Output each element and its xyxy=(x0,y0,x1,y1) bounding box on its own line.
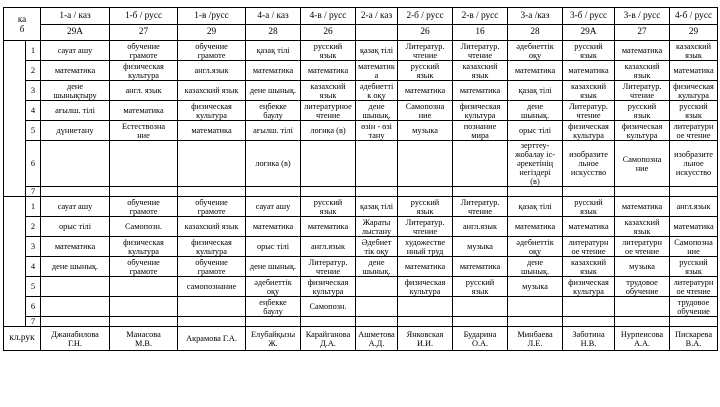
subject-cell: физическая культура xyxy=(178,101,246,121)
subject-cell: Естествозна ние xyxy=(110,121,178,141)
subject-cell: русский язык xyxy=(670,101,718,121)
room-number: 16 xyxy=(453,25,508,41)
subject-cell: трудовое обучение xyxy=(615,277,670,297)
subject-cell xyxy=(508,297,563,317)
lesson-row xyxy=(4,141,718,187)
lesson-number: 2 xyxy=(26,217,41,237)
subject-cell: физическая культура xyxy=(563,277,615,297)
subject-cell: математика xyxy=(453,257,508,277)
subject-cell: физическая культура xyxy=(301,277,356,297)
subject-cell: Әдебиет тік оқу xyxy=(356,237,398,257)
subject-cell xyxy=(110,187,178,197)
subject-cell: математика xyxy=(41,237,110,257)
header-room-row xyxy=(4,25,718,41)
subject-cell xyxy=(41,317,110,327)
subject-cell: литературн ое чтение xyxy=(563,237,615,257)
subject-cell: музыка xyxy=(615,257,670,277)
subject-cell: физическая культура xyxy=(178,237,246,257)
subject-cell: математика xyxy=(178,121,246,141)
subject-cell xyxy=(670,187,718,197)
subject-cell xyxy=(453,141,508,187)
class-header: 1-в /русс xyxy=(178,8,246,25)
subject-cell: литературн ое чтение xyxy=(670,121,718,141)
class-teacher-name: Ашметова А.Д. xyxy=(356,327,398,351)
subject-cell: қазақ тілі xyxy=(246,41,301,61)
class-header: 4-в / русс xyxy=(301,8,356,25)
subject-cell: әдебиеттік оқу xyxy=(246,277,301,297)
subject-cell: Литератур. чтение xyxy=(453,41,508,61)
class-teacher-name: Бударина О.А. xyxy=(453,327,508,351)
subject-cell: математика xyxy=(301,217,356,237)
subject-cell: математика xyxy=(398,81,453,101)
subject-cell: Самопозна ние xyxy=(615,141,670,187)
subject-cell: ағылш. тілі xyxy=(246,121,301,141)
subject-cell: русский язык xyxy=(398,197,453,217)
subject-cell: казахский язык xyxy=(615,61,670,81)
subject-cell: англ. язык xyxy=(110,81,178,101)
subject-cell: логика (в) xyxy=(301,121,356,141)
subject-cell: физическая культура xyxy=(110,61,178,81)
subject-cell: Самопозн. xyxy=(110,217,178,237)
subject-cell: казахский язык xyxy=(670,41,718,61)
room-number: 29 xyxy=(178,25,246,41)
subject-cell: орыс тілі xyxy=(41,217,110,237)
class-header: 1-б / русс xyxy=(110,8,178,25)
subject-cell: русский язык xyxy=(301,41,356,61)
subject-cell xyxy=(356,317,398,327)
subject-cell: физическая культура xyxy=(453,101,508,121)
subject-cell: математика xyxy=(301,61,356,81)
class-header: 4-а / каз xyxy=(246,8,301,25)
subject-cell: дене шынық. xyxy=(246,81,301,101)
day-label xyxy=(4,41,26,197)
subject-cell: русский язык xyxy=(670,257,718,277)
room-number: 29А xyxy=(563,25,615,41)
room-number: 28 xyxy=(246,25,301,41)
class-header: 3-в / русс xyxy=(615,8,670,25)
subject-cell: логика (в) xyxy=(246,141,301,187)
subject-cell: математика xyxy=(41,61,110,81)
subject-cell xyxy=(563,297,615,317)
subject-cell xyxy=(110,317,178,327)
lesson-number: 7 xyxy=(26,187,41,197)
subject-cell: Литератур. чтение xyxy=(615,81,670,101)
subject-cell: математика xyxy=(670,217,718,237)
subject-cell xyxy=(615,187,670,197)
lesson-row xyxy=(4,317,718,327)
class-header: 2-б / русс xyxy=(398,8,453,25)
subject-cell: англ.язык xyxy=(178,61,246,81)
subject-cell: англ.язык xyxy=(301,237,356,257)
subject-cell xyxy=(508,187,563,197)
subject-cell xyxy=(670,317,718,327)
class-header: 2-в / русс xyxy=(453,8,508,25)
subject-cell xyxy=(301,317,356,327)
lesson-row xyxy=(4,197,718,217)
subject-cell: русский язык xyxy=(615,101,670,121)
class-teacher-name: Карайганова Д.А. xyxy=(301,327,356,351)
subject-cell: қазақ тілі xyxy=(508,197,563,217)
class-header: 3-б / русс xyxy=(563,8,615,25)
room-number: 26 xyxy=(301,25,356,41)
lesson-number: 7 xyxy=(26,317,41,327)
class-header: 4-б / русс xyxy=(670,8,718,25)
subject-cell xyxy=(615,297,670,317)
subject-cell xyxy=(356,277,398,297)
subject-cell: русский язык xyxy=(453,277,508,297)
subject-cell xyxy=(615,317,670,327)
subject-cell: әдебиеттік оқу xyxy=(508,41,563,61)
subject-cell: англ.язык xyxy=(453,217,508,237)
subject-cell: русский язык xyxy=(301,197,356,217)
room-number: 26 xyxy=(398,25,453,41)
subject-cell xyxy=(301,141,356,187)
class-header: 1-а / каз xyxy=(41,8,110,25)
lesson-row xyxy=(4,121,718,141)
subject-cell: қазақ тілі xyxy=(508,81,563,101)
subject-cell: физическая культура xyxy=(110,237,178,257)
subject-cell: музыка xyxy=(398,121,453,141)
subject-cell: өзін - өзі тану xyxy=(356,121,398,141)
subject-cell xyxy=(356,297,398,317)
subject-cell xyxy=(398,317,453,327)
subject-cell: самопознание xyxy=(178,277,246,297)
subject-cell: литературн ое чтение xyxy=(615,237,670,257)
subject-cell: сауат ашу xyxy=(41,197,110,217)
subject-cell: Литератур. чтение xyxy=(301,257,356,277)
subject-cell: дене шынық. xyxy=(356,257,398,277)
lesson-row xyxy=(4,217,718,237)
subject-cell: математика xyxy=(246,217,301,237)
subject-cell: казахский язык xyxy=(178,217,246,237)
subject-cell: литературное чтение xyxy=(301,101,356,121)
lesson-number: 5 xyxy=(26,277,41,297)
subject-cell: казахский язык xyxy=(178,81,246,101)
subject-cell: әдебиеттік оқу xyxy=(508,237,563,257)
class-teacher-name: Янковская И.И. xyxy=(398,327,453,351)
lesson-number: 4 xyxy=(26,101,41,121)
subject-cell: математика xyxy=(670,61,718,81)
subject-cell xyxy=(41,277,110,297)
subject-cell: обучение грамоте xyxy=(178,41,246,61)
class-header: 2-а / каз xyxy=(356,8,398,25)
subject-cell: казахский язык xyxy=(563,81,615,101)
subject-cell: Литератур. чтение xyxy=(398,217,453,237)
lesson-row xyxy=(4,257,718,277)
subject-cell: казахский язык xyxy=(453,61,508,81)
subject-cell: обучение грамоте xyxy=(178,257,246,277)
lesson-row xyxy=(4,101,718,121)
subject-cell: еңбекке баулу xyxy=(246,297,301,317)
subject-cell xyxy=(41,297,110,317)
subject-cell: музыка xyxy=(453,237,508,257)
schedule-table xyxy=(3,7,718,351)
class-teacher-name: Заботина Н.В. xyxy=(563,327,615,351)
subject-cell: Самопозн. xyxy=(301,297,356,317)
subject-cell: дене шынық. xyxy=(356,101,398,121)
subject-cell: математика xyxy=(246,61,301,81)
subject-cell: изобразите льное искусство xyxy=(670,141,718,187)
subject-cell xyxy=(398,187,453,197)
subject-cell: әдебиетті к оқу xyxy=(356,81,398,101)
subject-cell: изобразите льное искусство xyxy=(563,141,615,187)
subject-cell: математика xyxy=(615,41,670,61)
room-number: 27 xyxy=(110,25,178,41)
subject-cell xyxy=(301,187,356,197)
room-number: 27 xyxy=(615,25,670,41)
subject-cell xyxy=(563,187,615,197)
subject-cell: математика xyxy=(110,101,178,121)
class-teacher-name: Минбаева Л.Е. xyxy=(508,327,563,351)
class-teacher-row xyxy=(4,327,718,351)
lesson-row xyxy=(4,81,718,101)
subject-cell: математика xyxy=(508,61,563,81)
subject-cell: дүниетану xyxy=(41,121,110,141)
subject-cell: еңбекке баулу xyxy=(246,101,301,121)
subject-cell xyxy=(178,141,246,187)
lesson-number: 1 xyxy=(26,41,41,61)
subject-cell: дене шынық. xyxy=(246,257,301,277)
subject-cell: музыка xyxy=(508,277,563,297)
subject-cell: математика xyxy=(453,81,508,101)
subject-cell xyxy=(356,187,398,197)
subject-cell: математика xyxy=(615,197,670,217)
subject-cell xyxy=(110,141,178,187)
subject-cell: Самопозна ние xyxy=(670,237,718,257)
subject-cell: литературн ое чтение xyxy=(670,277,718,297)
subject-cell xyxy=(398,297,453,317)
lesson-number: 6 xyxy=(26,297,41,317)
subject-cell: русский язык xyxy=(563,197,615,217)
subject-cell xyxy=(356,141,398,187)
subject-cell xyxy=(453,317,508,327)
subject-cell xyxy=(110,277,178,297)
subject-cell xyxy=(246,317,301,327)
lesson-row xyxy=(4,237,718,257)
subject-cell: англ.язык xyxy=(670,197,718,217)
subject-cell: математика xyxy=(356,61,398,81)
subject-cell xyxy=(453,297,508,317)
subject-cell xyxy=(246,187,301,197)
subject-cell: сауат ашу xyxy=(41,41,110,61)
subject-cell: дене шынық. xyxy=(508,257,563,277)
subject-cell: орыс тілі xyxy=(508,121,563,141)
subject-cell xyxy=(178,317,246,327)
subject-cell: дене шынықтыру xyxy=(41,81,110,101)
subject-cell: казахский язык xyxy=(563,257,615,277)
class-teacher-name: Нурпеисова А.А. xyxy=(615,327,670,351)
lesson-number: 4 xyxy=(26,257,41,277)
day-label xyxy=(4,197,26,327)
subject-cell: физическая культура xyxy=(670,81,718,101)
subject-cell: Литератур. чтение xyxy=(453,197,508,217)
subject-cell: Литератур. чтение xyxy=(563,101,615,121)
lesson-row xyxy=(4,297,718,317)
lesson-number: 6 xyxy=(26,141,41,187)
subject-cell xyxy=(453,187,508,197)
lesson-row xyxy=(4,187,718,197)
subject-cell: ағылш. тілі xyxy=(41,101,110,121)
lesson-number: 1 xyxy=(26,197,41,217)
subject-cell: обучение грамоте xyxy=(110,197,178,217)
subject-cell: обучение грамоте xyxy=(178,197,246,217)
room-number xyxy=(356,25,398,41)
subject-cell: казахский язык xyxy=(615,217,670,237)
subject-cell: математика xyxy=(508,217,563,237)
subject-cell: орыс тілі xyxy=(246,237,301,257)
lesson-row xyxy=(4,61,718,81)
subject-cell: обучение грамоте xyxy=(110,41,178,61)
lesson-row xyxy=(4,277,718,297)
corner-label: ка б xyxy=(4,8,41,41)
subject-cell: русский язык xyxy=(563,41,615,61)
lesson-row xyxy=(4,41,718,61)
header-class-row xyxy=(4,8,718,25)
subject-cell: физическая культура xyxy=(563,121,615,141)
subject-cell: казахский язык xyxy=(301,81,356,101)
subject-cell: трудовое обучение xyxy=(670,297,718,317)
subject-cell xyxy=(398,141,453,187)
subject-cell xyxy=(178,187,246,197)
lesson-number: 5 xyxy=(26,121,41,141)
subject-cell: художестве нный труд xyxy=(398,237,453,257)
room-number: 29 xyxy=(670,25,718,41)
room-number: 28 xyxy=(508,25,563,41)
class-teacher-name: Манасова М.В. xyxy=(110,327,178,351)
lesson-number: 3 xyxy=(26,237,41,257)
subject-cell: сауат ашу xyxy=(246,197,301,217)
subject-cell xyxy=(508,317,563,327)
subject-cell xyxy=(178,297,246,317)
subject-cell xyxy=(563,317,615,327)
class-teacher-label: кл.рук xyxy=(4,327,41,351)
subject-cell: математика xyxy=(563,217,615,237)
class-teacher-name: Джанабилова Г.Н. xyxy=(41,327,110,351)
subject-cell: Жараты лыстану xyxy=(356,217,398,237)
subject-cell: математика xyxy=(398,257,453,277)
class-teacher-name: Елубайқызы Ж. xyxy=(246,327,301,351)
lesson-number: 2 xyxy=(26,61,41,81)
subject-cell xyxy=(41,187,110,197)
subject-cell: познание мира xyxy=(453,121,508,141)
subject-cell: русский язык xyxy=(398,61,453,81)
class-header: 3-а /каз xyxy=(508,8,563,25)
class-teacher-name: Акрамова Г.А. xyxy=(178,327,246,351)
lesson-number: 3 xyxy=(26,81,41,101)
subject-cell: физическая культура xyxy=(398,277,453,297)
subject-cell: физическая культура xyxy=(615,121,670,141)
subject-cell: дене шынық. xyxy=(508,101,563,121)
subject-cell: Литератур. чтение xyxy=(398,41,453,61)
subject-cell: математика xyxy=(563,61,615,81)
room-number: 29А xyxy=(41,25,110,41)
subject-cell xyxy=(41,141,110,187)
subject-cell xyxy=(110,297,178,317)
subject-cell: зерттеу- жобалау іс- әрекетінің негіздері (в) xyxy=(508,141,563,187)
subject-cell: қазақ тілі xyxy=(356,41,398,61)
subject-cell: обучение грамоте xyxy=(110,257,178,277)
class-teacher-name: Пискарева В.А. xyxy=(670,327,718,351)
subject-cell: дене шынық. xyxy=(41,257,110,277)
subject-cell: Самопозна ние xyxy=(398,101,453,121)
subject-cell: қазақ тілі xyxy=(356,197,398,217)
